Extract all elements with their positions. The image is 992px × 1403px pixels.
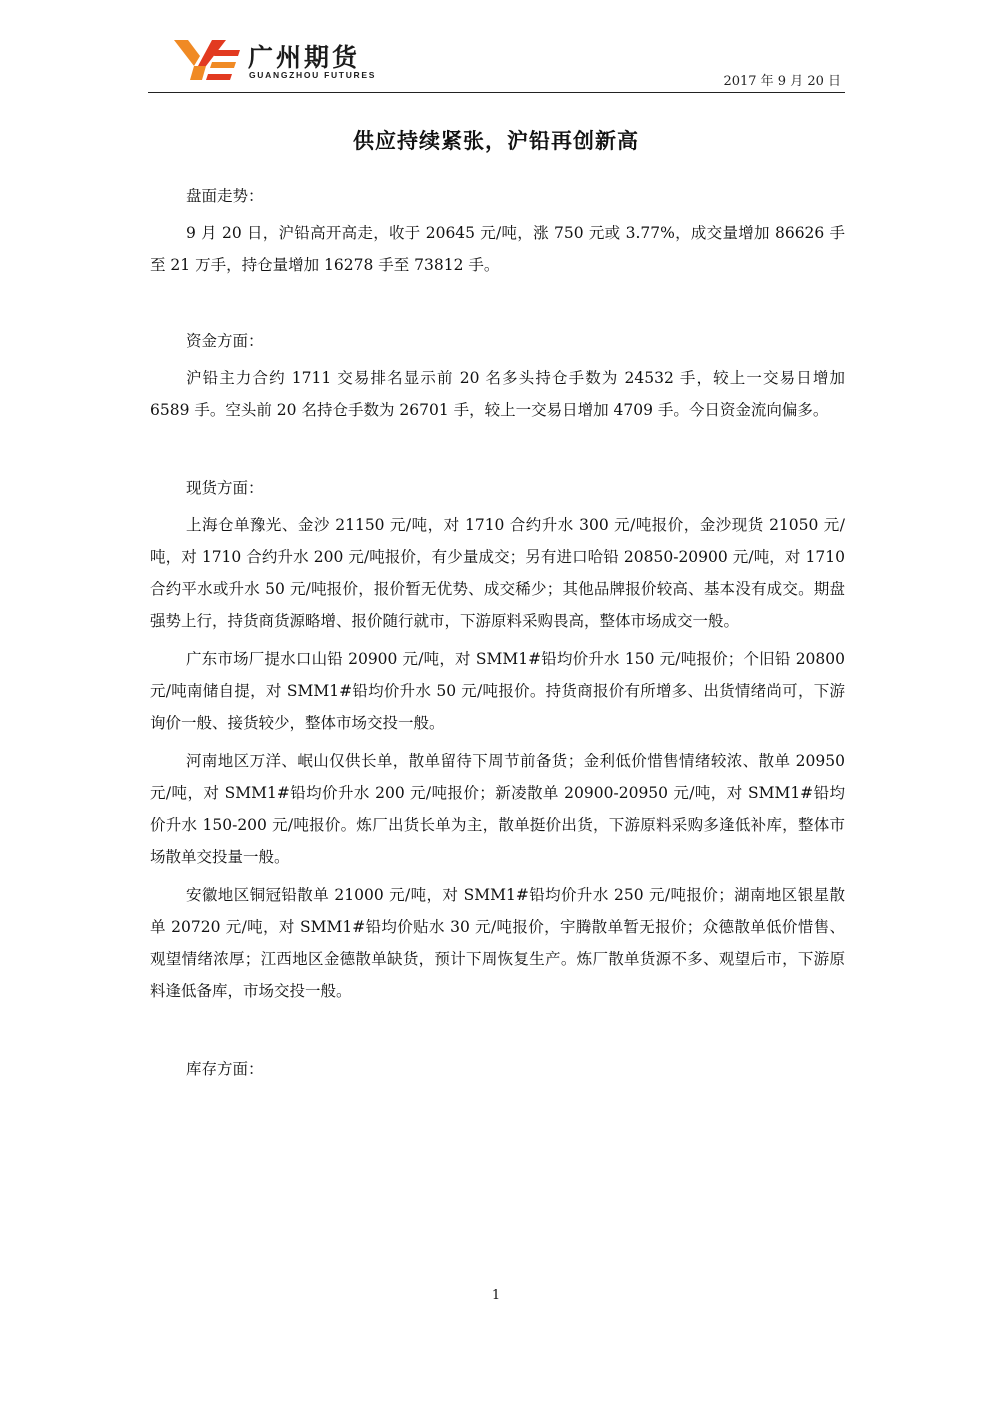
page-header	[150, 30, 845, 94]
header-divider	[148, 92, 845, 93]
spacer	[150, 1007, 845, 1045]
spacer	[150, 426, 845, 464]
report-date: 2017 年 9 月 20 日	[723, 74, 841, 89]
spot-paragraph-anhui-hunan: 安徽地区铜冠铅散单 21000 元/吨，对 SMM1#铅均价升水 250 元/吨报价；湖南地区银星散单 20720 元/吨，对 SMM1#铅均价贴水 30 元/吨报价，宇腾散单暂无报价；众德散单低价惜售、观望情绪浓厚；江西地区金德散单缺货，预计下周恢复生产。炼厂散单货源不多、观望后市，下游原料逢低备库，市场交投一般。	[150, 886, 845, 1000]
section-heading-market: 盘面走势：	[186, 187, 264, 205]
spot-paragraph-guangdong: 广东市场厂提水口山铅 20900 元/吨，对 SMM1#铅均价升水 150 元/吨报价；个旧铅 20800 元/吨南储自提，对 SMM1#铅均价升水 50 元/吨报价。持货商报价有所增多、出货情绪尚可，下游询价一般、接货较少，整体市场交投一般。	[150, 650, 845, 732]
report-body	[150, 172, 845, 1084]
company-logo	[172, 36, 377, 86]
section-heading-spot: 现货方面：	[186, 479, 264, 497]
section-heading-inventory: 库存方面：	[186, 1060, 264, 1078]
capital-paragraph: 沪铅主力合约 1711 交易排名显示前 20 名多头持仓手数为 24532 手，较上一交易日增加 6589 手。空头前 20 名持仓手数为 26701 手，较上一交易日增加 4709 手。今日资金流向偏多。	[150, 369, 845, 419]
spot-paragraph-henan: 河南地区万洋、岷山仅供长单，散单留待下周节前备货；金利低价惜售情绪较浓、散单 20950 元/吨，对 SMM1#铅均价升水 200 元/吨报价；新凌散单 20900-20950 元/吨，对 SMM1#铅均价升水 150-200 元/吨报价。炼厂出货长单为主，散单挺价出货，下游原料采购多逢低补库，整体市场散单交投量一般。	[150, 752, 845, 866]
logo-english-name: GUANGZHOU FUTURES	[249, 70, 377, 80]
report-title: 供应持续紧张，沪铅再创新高	[353, 129, 639, 153]
market-paragraph: 9 月 20 日，沪铅高开高走，收于 20645 元/吨，涨 750 元或 3.77%，成交量增加 86626 手至 21 万手，持仓量增加 16278 手至 73812 手。	[150, 224, 845, 274]
spacer	[150, 281, 845, 317]
guangzhou-futures-logo-icon	[172, 36, 242, 82]
spot-paragraph-shanghai: 上海仓单豫光、金沙 21150 元/吨，对 1710 合约升水 300 元/吨报价，金沙现货 21050 元/吨，对 1710 合约升水 200 元/吨报价，有少量成交；另有进口哈铅 20850-20900 元/吨，对 1710 合约平水或升水 50 元/吨报价，报价暂无优势、成交稀少；其他品牌报价较高、基本没有成交。期盘强势上行，持货商货源略增、报价随行就市，下游原料采购畏高，整体市场成交一般。	[150, 516, 845, 630]
section-heading-capital: 资金方面：	[186, 332, 264, 350]
logo-chinese-name: 广州期货	[248, 43, 361, 72]
page-number: 1	[491, 1288, 501, 1303]
